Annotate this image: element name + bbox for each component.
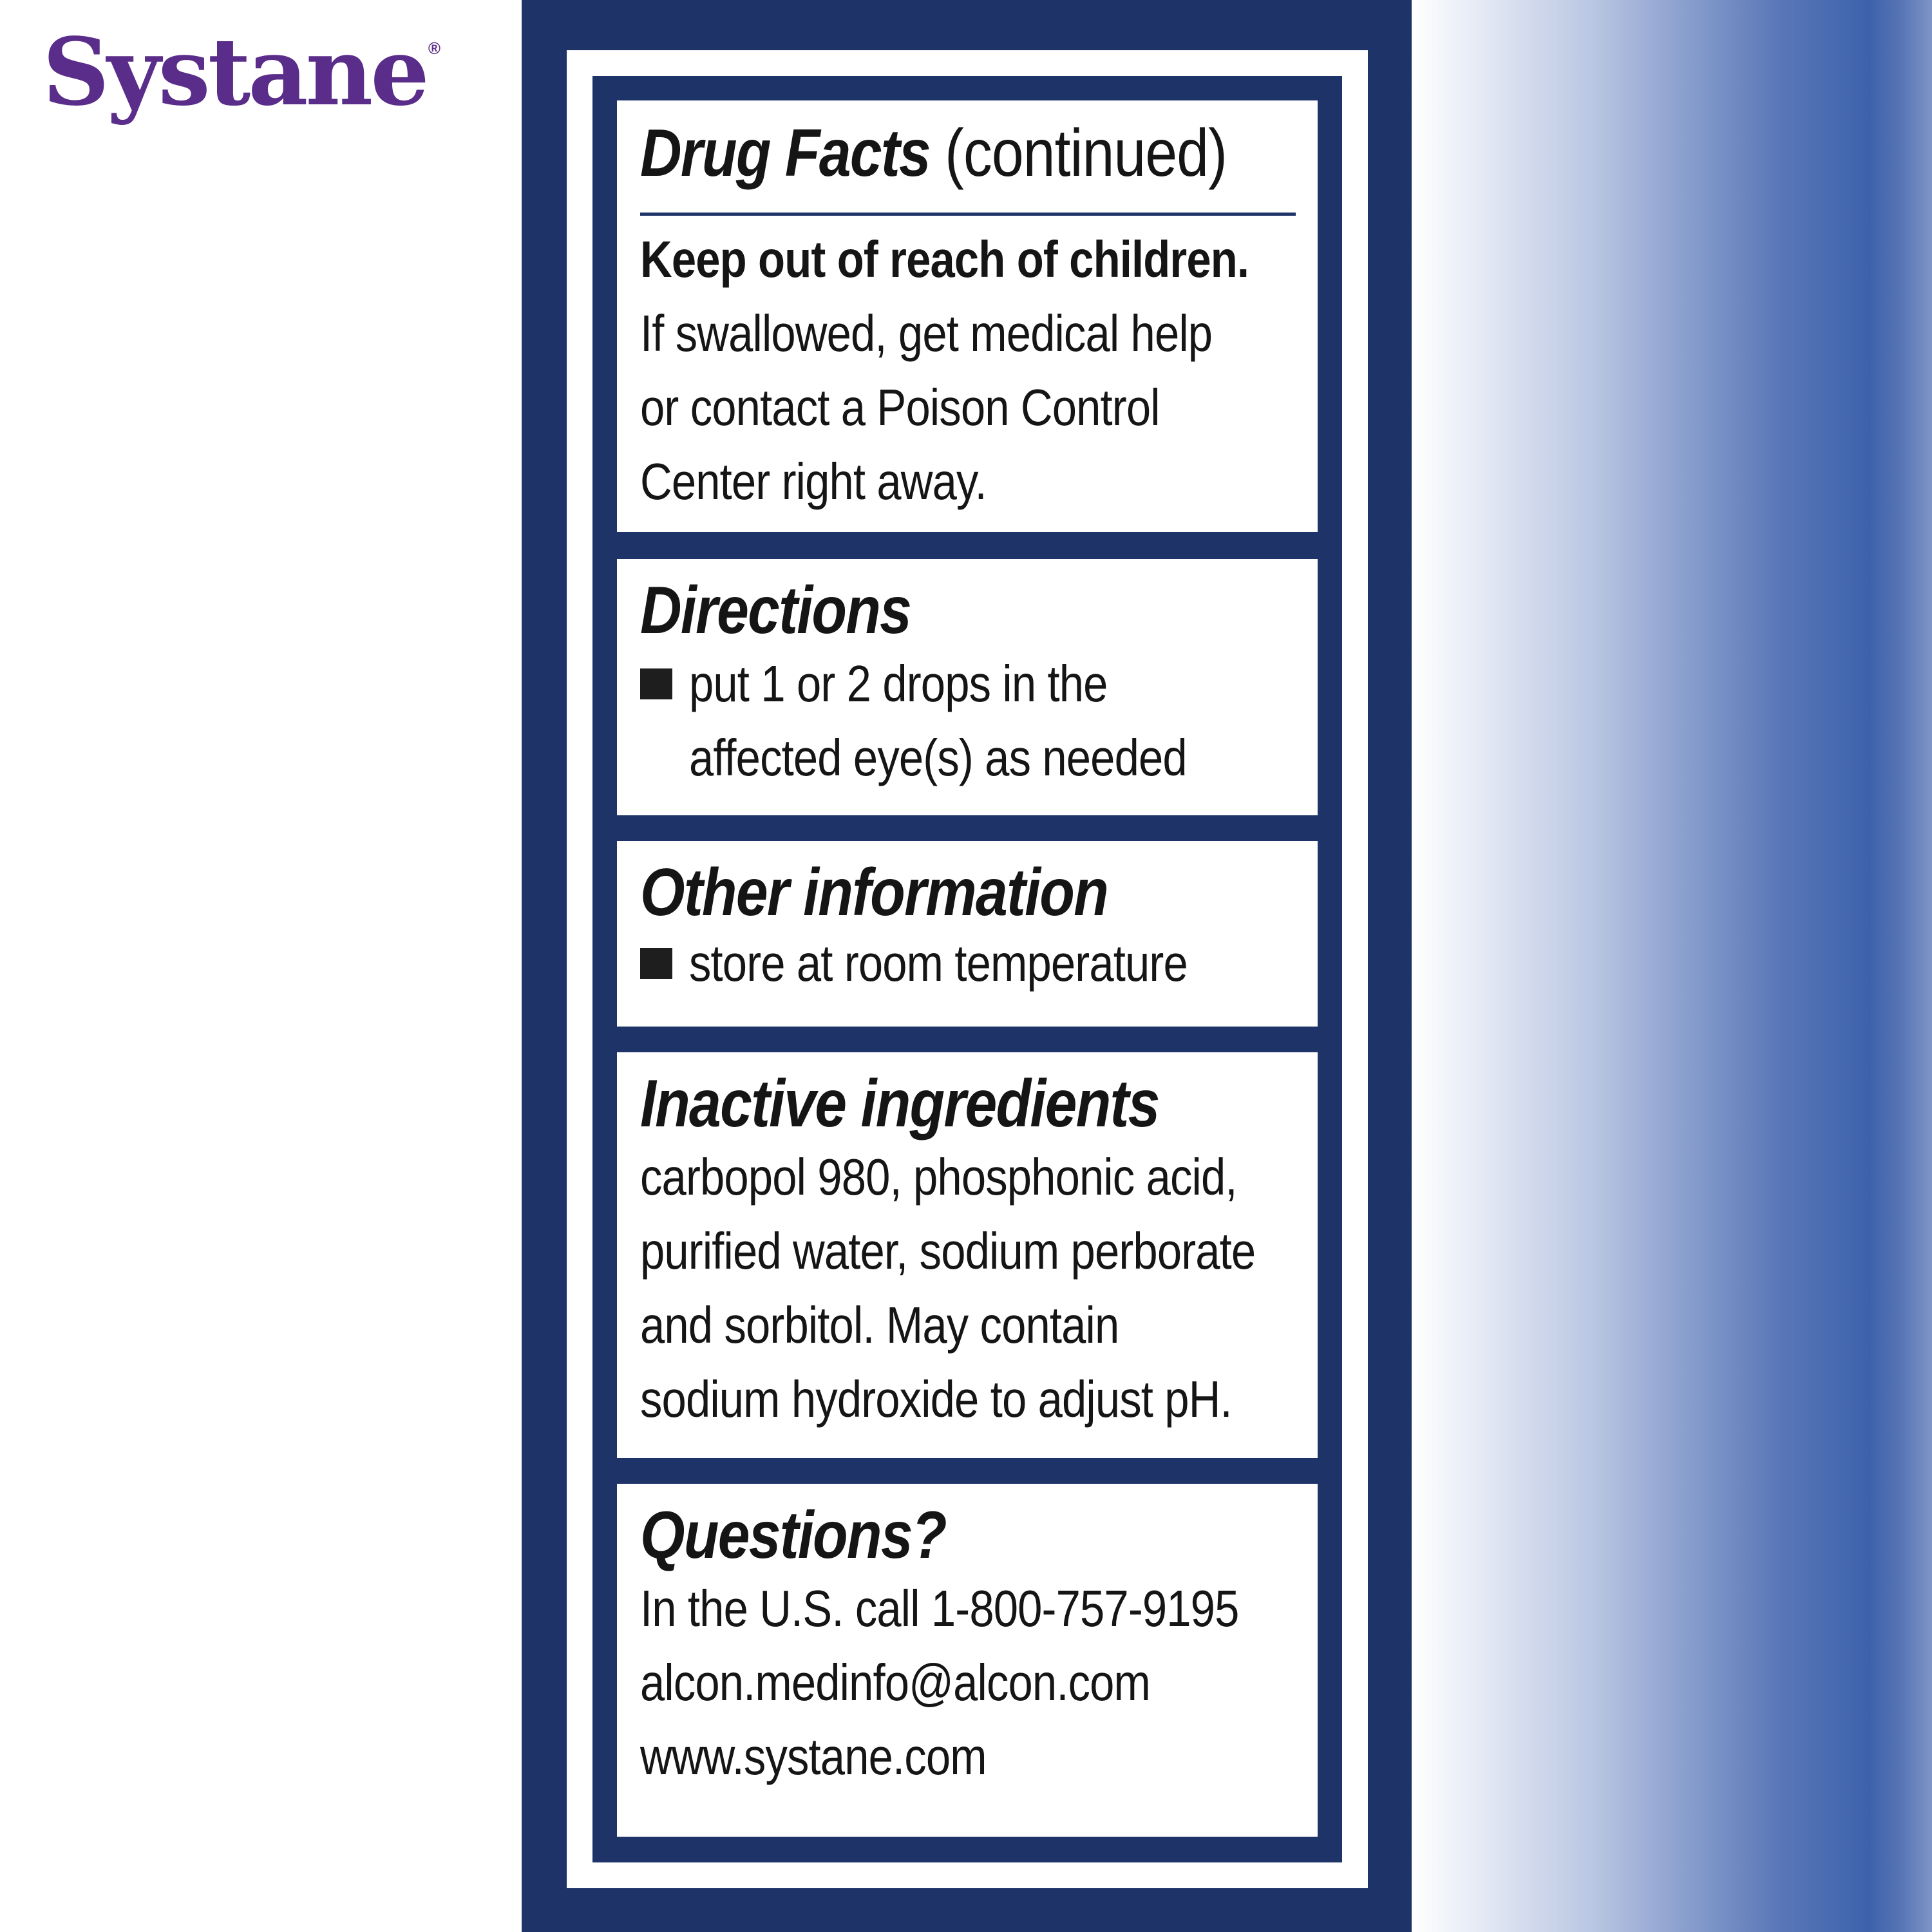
inactive-ingredients-section: [617, 1052, 1318, 1458]
carton-outer-frame: [567, 50, 1368, 1888]
directions-heading: Directions: [640, 573, 911, 648]
inactive-ingredients-line: purified water, sodium perborate: [640, 1222, 1256, 1280]
drug-facts-title: [640, 116, 1227, 191]
other-information-line: store at room temperature: [689, 934, 1188, 992]
inactive-ingredients-line: and sorbitol. May contain: [640, 1296, 1119, 1354]
drug-facts-title-suffix: (continued): [945, 116, 1227, 191]
questions-phone: In the U.S. call 1-800-757-9195: [640, 1580, 1239, 1637]
drug-facts-frame: [592, 76, 1342, 1862]
drug-facts-title-text: Drug Facts: [640, 116, 930, 191]
questions-website: www.systane.com: [640, 1728, 987, 1785]
registered-mark: ®: [428, 39, 441, 58]
inactive-ingredients-line: carbopol 980, phosphonic acid,: [640, 1148, 1237, 1206]
bullet-square-icon: [640, 948, 672, 979]
questions-heading: Questions?: [640, 1498, 946, 1573]
other-information-heading: Other information: [640, 855, 1108, 930]
other-information-bullet: [640, 926, 1305, 1000]
brand-logo: [43, 17, 441, 126]
directions-line: affected eye(s) as needed: [689, 729, 1187, 786]
inactive-ingredients-heading: Inactive ingredients: [640, 1066, 1159, 1141]
questions-email: alcon.medinfo@alcon.com: [640, 1654, 1150, 1711]
directions-bullet: [640, 647, 1305, 795]
other-information-section: [617, 841, 1318, 1027]
keep-out-line: Center right away.: [640, 453, 987, 510]
keep-out-line: If swallowed, get medical help: [640, 305, 1213, 362]
background-gradient-panel: [1412, 0, 1932, 1932]
questions-section: [617, 1484, 1318, 1837]
directions-line: put 1 or 2 drops in the: [689, 655, 1108, 712]
drug-facts-header-section: [617, 100, 1318, 532]
keep-out-heading: Keep out of reach of children.: [640, 231, 1249, 288]
carton-panel: [522, 0, 1412, 1932]
directions-section: [617, 559, 1318, 815]
keep-out-line: or contact a Poison Control: [640, 379, 1160, 436]
inactive-ingredients-line: sodium hydroxide to adjust pH.: [640, 1370, 1232, 1428]
bullet-square-icon: [640, 668, 672, 699]
logo-text: Systane: [43, 17, 427, 126]
title-divider: [640, 213, 1296, 216]
